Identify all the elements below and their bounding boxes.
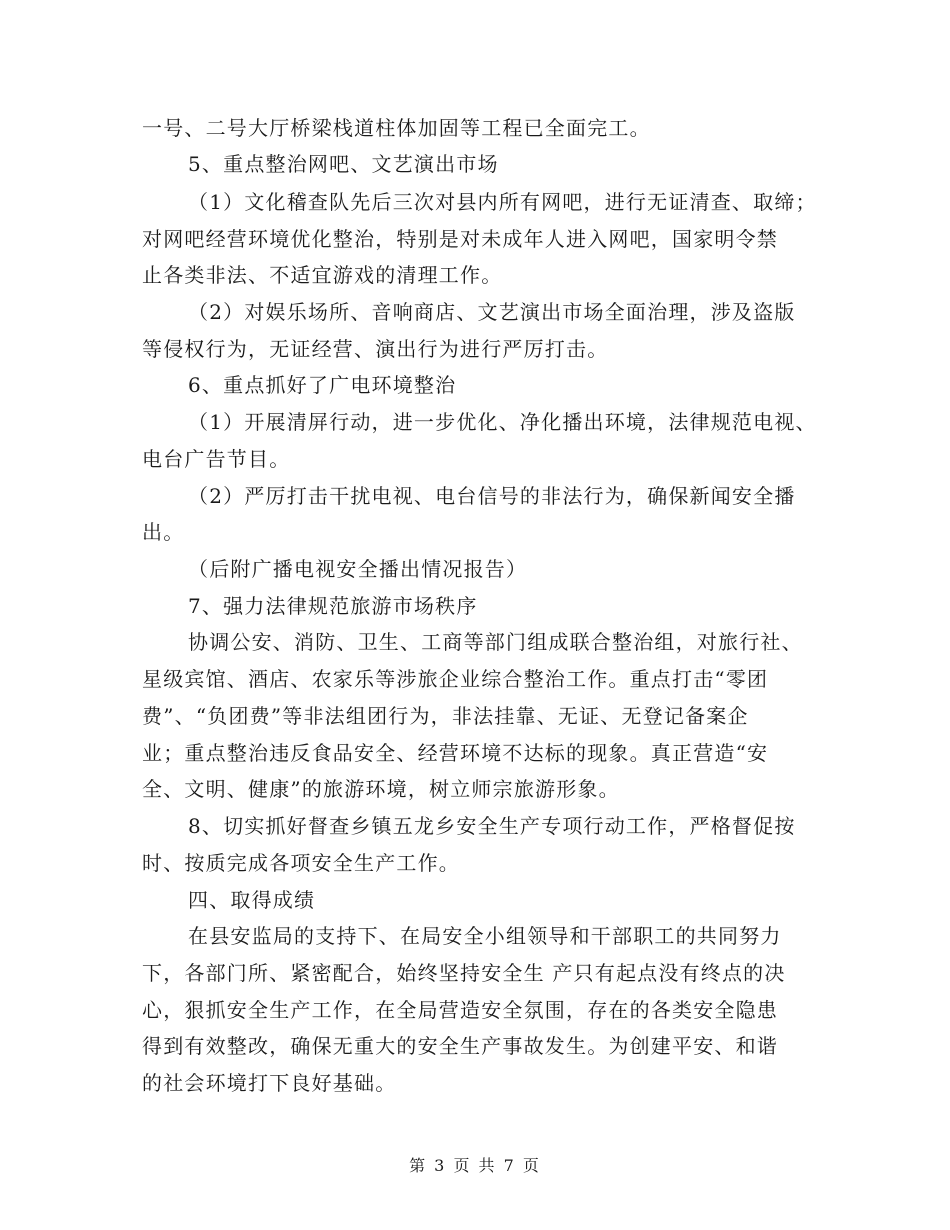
body-line-10: 电台广告节目。 <box>142 447 291 471</box>
body-line-26: 得到有效整改，确保无重大的安全生产事故发生。为创建平安、和谐 <box>142 1034 778 1058</box>
body-line-7: 等侵权行为，无证经营、演出行为进行严厉打击。 <box>142 337 609 361</box>
section-heading-8: 8、切实抓好督查乡镇五龙乡安全生产专项行动工作，严格督促按 <box>188 814 796 838</box>
body-line-13: （后附广播电视安全播出情况报告） <box>188 557 528 581</box>
body-line-15: 协调公安、消防、卫生、工商等部门组成联合整治组，对旅行社、 <box>188 630 803 654</box>
body-line-16: 星级宾馆、酒店、农家乐等涉旅企业综合整治工作。重点打击“零团 <box>142 667 769 691</box>
body-line-25: 心，狠抓安全生产工作，在全局营造安全氛围，存在的各类安全隐患 <box>142 998 778 1022</box>
body-line-3: （1）文化稽查队先后三次对县内所有网吧，进行无证清查、取缔； <box>188 190 817 214</box>
section-heading-7: 7、强力法律规范旅游市场秩序 <box>188 594 478 618</box>
body-line-24: 下，各部门所、紧密配合，始终坚持安全生 产只有起点没有终点的决 <box>142 961 786 985</box>
body-line-11: （2）严厉打击干扰电视、电台信号的非法行为，确保新闻安全播 <box>188 484 796 508</box>
body-line-5: 止各类非法、不适宜游戏的清理工作。 <box>142 263 503 287</box>
body-line-21: 时、按质完成各项安全生产工作。 <box>142 851 460 875</box>
body-line-17: 费”、“负团费”等非法组团行为，非法挂靠、无证、无登记备案企 <box>142 704 749 728</box>
section-heading-achievements: 四、取得成绩 <box>188 888 316 912</box>
body-line-23: 在县安监局的支持下、在局安全小组领导和干部职工的共同努力 <box>188 924 782 948</box>
section-heading-6: 6、重点抓好了广电环境整治 <box>188 373 457 397</box>
body-line-6: （2）对娱乐场所、音响商店、文艺演出市场全面治理，涉及盗版 <box>188 300 796 324</box>
body-line-1: 一号、二号大厅桥梁栈道柱体加固等工程已全面完工。 <box>142 116 651 140</box>
body-line-19: 全、文明、健康”的旅游环境，树立师宗旅游形象。 <box>142 777 620 801</box>
body-line-4: 对网吧经营环境优化整治，特别是对未成年人进入网吧，国家明令禁 <box>142 227 778 251</box>
section-heading-5: 5、重点整治网吧、文艺演出市场 <box>188 152 499 176</box>
body-line-9: （1）开展清屏行动，进一步优化、净化播出环境，法律规范电视、 <box>188 410 817 434</box>
body-line-18: 业；重点整治违反食品安全、经营环境不达标的现象。真正营造“安 <box>142 741 769 765</box>
body-line-27: 的社会环境打下良好基础。 <box>142 1071 397 1095</box>
page-number: 第 3 页 共 7 页 <box>409 1156 541 1175</box>
body-line-12: 出。 <box>142 520 185 544</box>
